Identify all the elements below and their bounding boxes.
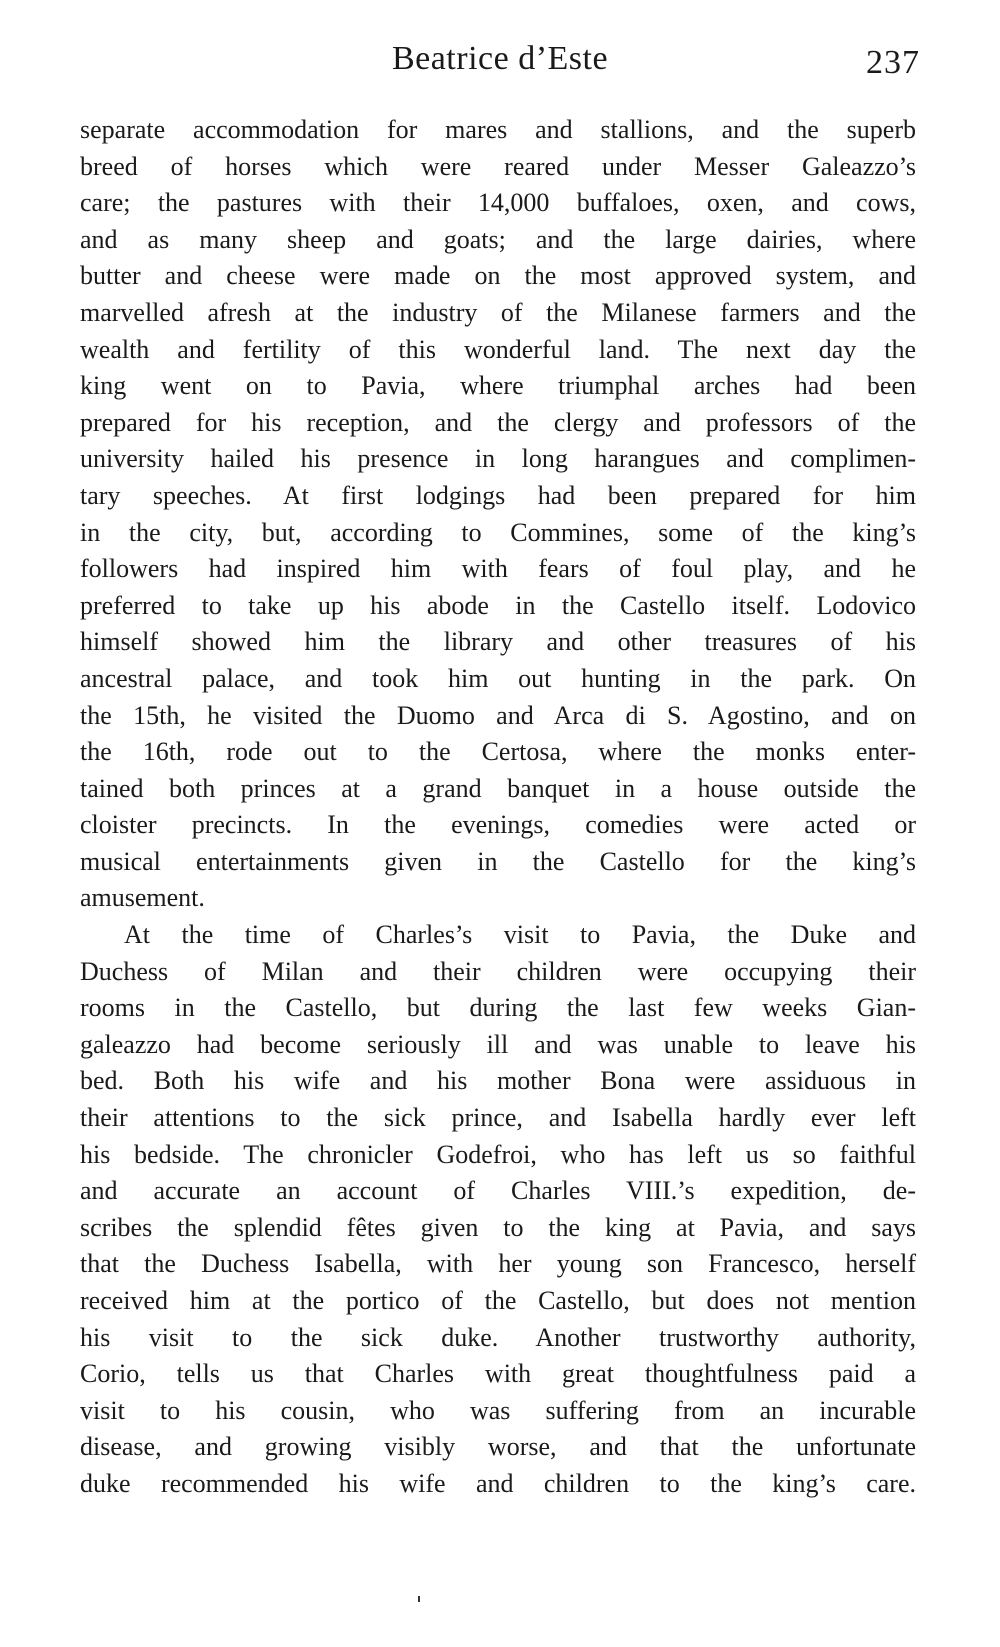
- text-line: bed. Both his wife and his mother Bona were assiduous in: [80, 1066, 916, 1096]
- text-line: followers had inspired him with fears of foul play, and he: [80, 554, 916, 584]
- text-line: scribes the splendid fêtes given to the king at Pavia, and says: [80, 1212, 916, 1242]
- text-line: separate accommodation for mares and stallions, and the superb: [80, 115, 916, 144]
- text-line: ancestral palace, and took him out hunting in the park. On: [80, 663, 916, 693]
- ink-speck: [418, 1596, 420, 1602]
- text-line: and accurate an account of Charles VIII.’s expedition, de-: [80, 1176, 916, 1206]
- text-line: the 15th, he visited the Duomo and Arca di S. Agostino, and on: [80, 700, 916, 730]
- text-line: disease, and growing visibly worse, and that the unfortunate: [80, 1432, 916, 1462]
- body-text: [80, 112, 916, 1503]
- text-line: tained both princes at a grand banquet in a house outside the: [80, 773, 916, 803]
- page-number: 237: [866, 44, 920, 81]
- text-line: musical entertainments given in the Castello for the king’s: [80, 846, 916, 876]
- text-line: butter and cheese were made on the most approved system, and: [80, 261, 916, 291]
- text-line: king went on to Pavia, where triumphal arches had been: [80, 371, 916, 401]
- text-line: prepared for his reception, and the clergy and professors of the: [80, 407, 916, 437]
- text-line: Corio, tells us that Charles with great thoughtfulness paid a: [80, 1359, 916, 1389]
- text-line: his visit to the sick duke. Another trustworthy authority,: [80, 1322, 916, 1352]
- text-line: breed of horses which were reared under Messer Galeazzo’s: [80, 151, 916, 181]
- text-line: their attentions to the sick prince, and Isabella hardly ever left: [80, 1103, 916, 1133]
- text-line: preferred to take up his abode in the Castello itself. Lodovico: [80, 590, 916, 620]
- running-head: [80, 40, 920, 90]
- text-line: received him at the portico of the Castello, but does not mention: [80, 1286, 916, 1315]
- paragraph-1: [80, 112, 916, 917]
- paragraph-2: [80, 917, 916, 1503]
- text-line: marvelled afresh at the industry of the Milanese farmers and the: [80, 297, 916, 327]
- text-line: and as many sheep and goats; and the large dairies, where: [80, 224, 916, 254]
- text-line: his bedside. The chronicler Godefroi, who has left us so faithful: [80, 1139, 916, 1169]
- text-line: amusement.: [80, 883, 205, 913]
- text-line: rooms in the Castello, but during the last few weeks Gian-: [80, 993, 916, 1023]
- text-line: himself showed him the library and other treasures of his: [80, 627, 916, 657]
- text-line: Duchess of Milan and their children were occupying their: [80, 956, 916, 986]
- text-line: galeazzo had become seriously ill and was unable to leave his: [80, 1029, 916, 1059]
- text-line: in the city, but, according to Commines, some of the king’s: [80, 517, 916, 547]
- text-line: At the time of Charles’s visit to Pavia, the Duke and: [124, 920, 916, 950]
- running-title: Beatrice d’Este: [391, 40, 609, 77]
- text-line: care; the pastures with their 14,000 buffaloes, oxen, and cows,: [80, 188, 916, 218]
- text-line: that the Duchess Isabella, with her young son Francesco, herself: [80, 1249, 916, 1279]
- text-line: the 16th, rode out to the Certosa, where the monks enter-: [80, 737, 916, 767]
- text-line: duke recommended his wife and children to the king’s care.: [80, 1468, 916, 1498]
- text-line: cloister precincts. In the evenings, comedies were acted or: [80, 810, 916, 840]
- text-line: tary speeches. At first lodgings had been prepared for him: [80, 480, 916, 510]
- text-line: visit to his cousin, who was suffering from an incurable: [80, 1395, 916, 1425]
- text-line: university hailed his presence in long harangues and complimen-: [80, 444, 916, 474]
- text-line: wealth and fertility of this wonderful land. The next day the: [80, 334, 916, 364]
